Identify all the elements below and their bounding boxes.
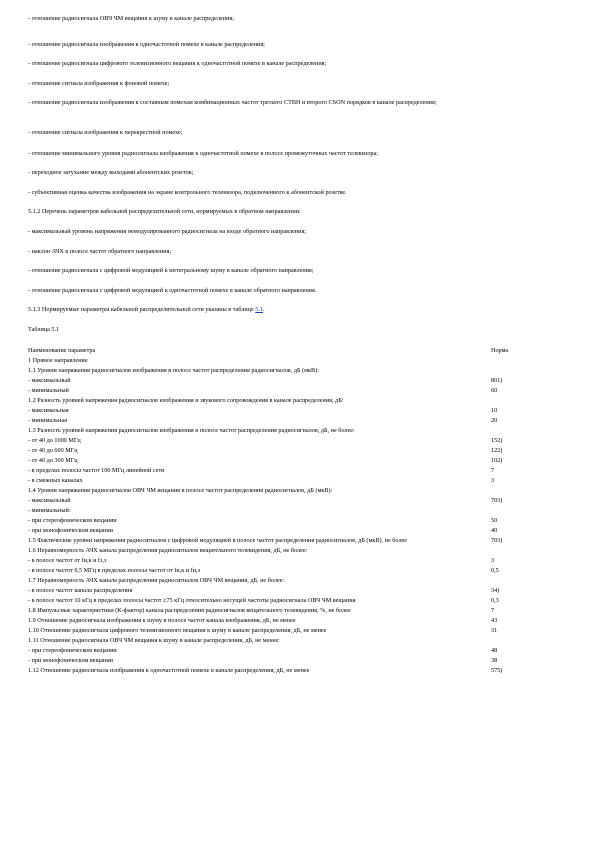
table-row bbox=[28, 657, 568, 665]
table-row bbox=[28, 417, 568, 425]
parameter-norm: 7 bbox=[491, 467, 495, 474]
table-row bbox=[28, 437, 568, 445]
list-item: - переходное затухание между выходами абонентских розеток; bbox=[28, 169, 194, 176]
table-row bbox=[28, 547, 568, 555]
parameter-name: 1.4 Уровни напряжения радиосигналов ОВЧ ЧМ вещания в полосе частот распределения радиосигналов, дБ (мкВ): bbox=[28, 487, 333, 494]
parameter-norm: 703) bbox=[491, 537, 503, 544]
parameter-name: - в полосе частот канала распределения bbox=[28, 587, 133, 594]
table-row bbox=[28, 387, 568, 395]
list-item: - максимальный уровень напряжения немодулированного радиосигнала на входе обратного направления; bbox=[28, 228, 307, 235]
parameter-name: - от 40 до 600 МГц bbox=[28, 447, 78, 454]
parameter-name: - в полосе частот 0,5 МГц в пределах полосы частот от fи,к и fи,з bbox=[28, 567, 201, 574]
list-item: - отношение радиосигнала с цифровой модуляцией к интегральному шуму в канале обратного направления; bbox=[28, 267, 314, 274]
parameter-norm: 50 bbox=[491, 517, 498, 524]
list-item: - отношение сигнала изображения к фоновой помехе; bbox=[28, 80, 170, 87]
parameter-norm: 34) bbox=[491, 587, 500, 594]
parameter-name: - при монофоническом вещании bbox=[28, 657, 113, 664]
table-row bbox=[28, 467, 568, 475]
parameter-name: - минимальная bbox=[28, 417, 67, 424]
parameter-norm: 0,5 bbox=[491, 567, 499, 574]
parameter-name: - максимальный bbox=[28, 497, 71, 504]
parameter-name: - от 40 до 1000 МГц bbox=[28, 437, 81, 444]
parameter-name: - при монофоническом вещании bbox=[28, 527, 113, 534]
parameter-norm: 43 bbox=[491, 617, 498, 624]
table-row bbox=[28, 607, 568, 615]
list-item: - отношение минимального уровня радиосигнала изображения к одночастотной помехе в полосе промежуточных частот телевизора; bbox=[28, 150, 378, 157]
parameter-name: - максимальный bbox=[28, 377, 71, 384]
table-row bbox=[28, 407, 568, 415]
parameter-norm: 3 bbox=[491, 477, 495, 484]
parameter-name: 1.1 Уровни напряжения радиосигналов изображения в полосе частот распределения радиосигналов, дБ (мкВ): bbox=[28, 367, 319, 374]
list-item: - наклон АЧХ в полосе частот обратного направления; bbox=[28, 248, 172, 255]
table-row bbox=[28, 567, 568, 575]
parameter-name: 1.6 Неравномерность АЧХ канала распределения радиосигналов вещательного телевидения, дБ, не более: bbox=[28, 547, 308, 554]
parameter-name: 1 Прямое направление bbox=[28, 357, 88, 364]
list-item: - отношение радиосигнала с цифровой модуляцией к одночастотной помехе в канале обратного направления. bbox=[28, 287, 317, 294]
section-heading: 5.1.2 Перечень параметров кабельной распределительной сети, нормируемых в обратном направлении: bbox=[28, 208, 301, 215]
parameter-norm: 20 bbox=[491, 417, 498, 424]
parameter-norm: 801) bbox=[491, 377, 503, 384]
parameter-name: - от 40 до 300 МГц bbox=[28, 457, 78, 464]
parameter-name: - в полосе частот 10 кГц в пределах полосы частот ±75 кГц относительно несущей частоты радиосигнала ОВЧ ЧМ вещания bbox=[28, 597, 356, 604]
table-link[interactable]: 5.1 bbox=[255, 306, 264, 313]
table-reference bbox=[28, 306, 568, 314]
table-row bbox=[28, 557, 568, 565]
table-row bbox=[28, 427, 568, 435]
parameter-name: 1.11 Отношение радиосигнала ОВЧ ЧМ вещания к шуму в канале распределения, дБ, не менее: bbox=[28, 637, 280, 644]
table-row bbox=[28, 447, 568, 455]
parameter-name: 1.9 Отношение радиосигнала изображения к шуму в полосе частот канала изображения, дБ, не менее bbox=[28, 617, 296, 624]
table-row bbox=[28, 627, 568, 635]
parameter-name: - в пределах полосы частот 100 МГц линейной сети bbox=[28, 467, 165, 474]
parameter-norm: 122) bbox=[491, 447, 503, 454]
table-row bbox=[28, 487, 568, 495]
parameter-norm: 40 bbox=[491, 527, 498, 534]
table-row bbox=[28, 377, 568, 385]
table-row bbox=[28, 357, 568, 365]
parameter-name: 1.2 Разность уровней напряжения радиосигналов изображения и звукового сопровождения в канале распределения, дБ: bbox=[28, 397, 344, 404]
list-item: - субъективная оценка качества изображения на экране контрольного телевизора, подключенного к абонентской розетке. bbox=[28, 189, 347, 196]
parameter-norm: 48 bbox=[491, 647, 498, 654]
table-row bbox=[28, 517, 568, 525]
parameter-norm: 7 bbox=[491, 607, 495, 614]
parameter-name: 1.3 Разность уровней напряжения радиосигналов изображения в полосе частот распределения радиосигналов, дБ, не более: bbox=[28, 427, 355, 434]
table-row bbox=[28, 597, 568, 605]
parameter-norm: 3 bbox=[491, 557, 495, 564]
parameter-name: 1.5 Фактические уровни напряжения радиосигналов с цифровой модуляцией в полосе частот распределения радиосигналов, дБ (мкВ), не более bbox=[28, 537, 408, 544]
table-row bbox=[28, 367, 568, 375]
ref-text: 5.1.3 Нормируемые параметры кабельной распределительной сети указаны в таблице bbox=[28, 306, 256, 313]
parameters-table bbox=[28, 347, 568, 675]
list-item: - отношение радиосигнала цифрового телевизионного вещания к одночастотной помехе в канале распределения; bbox=[28, 60, 327, 67]
table-row bbox=[28, 537, 568, 545]
list-item: - отношение радиосигнала ОВЧ ЧМ вещания к шуму в канале распределения; bbox=[28, 15, 234, 22]
list-item: - отношение радиосигнала изображения к составным помехам комбинационных частот третьего СТВН и второго CSON порядков в канале распределения; bbox=[28, 99, 437, 106]
parameter-name: - при стереофоническом вещании bbox=[28, 517, 117, 524]
parameter-norm: 152) bbox=[491, 437, 503, 444]
table-row bbox=[28, 587, 568, 595]
table-row bbox=[28, 617, 568, 625]
parameter-norm: 703) bbox=[491, 497, 503, 504]
parameter-name: - максимальная bbox=[28, 407, 69, 414]
table-row bbox=[28, 527, 568, 535]
parameter-name: - минимальный bbox=[28, 387, 69, 394]
list-item: - отношение сигнала изображения к перекрестной помехе; bbox=[28, 129, 183, 136]
parameter-norm: 102) bbox=[491, 457, 503, 464]
table-row bbox=[28, 577, 568, 585]
table-row bbox=[28, 667, 568, 675]
header-norm: Норма bbox=[491, 347, 509, 354]
parameter-norm: 38 bbox=[491, 657, 498, 664]
table-row bbox=[28, 477, 568, 485]
header-parameter-name: Наименование параметра bbox=[28, 347, 96, 354]
parameter-norm: 31 bbox=[491, 627, 498, 634]
table-caption: Таблица 5.1 bbox=[28, 326, 60, 333]
table-row bbox=[28, 637, 568, 645]
parameter-name: - в смежных каналах bbox=[28, 477, 83, 484]
table-row bbox=[28, 647, 568, 655]
parameter-name: 1.7 Неравномерность АЧХ канала распределения радиосигналов ОВЧ ЧМ вещания, дБ, не более: bbox=[28, 577, 285, 584]
parameter-norm: 10 bbox=[491, 407, 498, 414]
parameter-name: 1.8 Импульсные характеристики (K-фактор) канала распределения радиосигналов вещательного телевидения, %, не более bbox=[28, 607, 351, 614]
table-row bbox=[28, 507, 568, 515]
table-row bbox=[28, 397, 568, 405]
parameter-name: 1.12 Отношение радиосигнала изображения к одночастотной помехе в канале распределения, дБ, не менее bbox=[28, 667, 310, 674]
table-header-row bbox=[28, 347, 568, 355]
parameter-name: - в полосе частот от fи,к и fз,з bbox=[28, 557, 107, 564]
parameter-norm: 60 bbox=[491, 387, 498, 394]
table-row bbox=[28, 457, 568, 465]
parameter-name: 1.10 Отношение радиосигнала цифрового телевизионного вещания к шуму в канале распределения, дБ, не менее bbox=[28, 627, 327, 634]
table-row bbox=[28, 497, 568, 505]
parameter-norm: 0,3 bbox=[491, 597, 499, 604]
parameter-norm: 575) bbox=[491, 667, 503, 674]
ref-end: . bbox=[263, 306, 265, 313]
list-item: - отношение радиосигнала изображения к одночастотной помехе в канале распределения; bbox=[28, 41, 265, 48]
parameter-name: - минимальный: bbox=[28, 507, 71, 514]
parameter-name: - при стереофоническом вещании bbox=[28, 647, 117, 654]
